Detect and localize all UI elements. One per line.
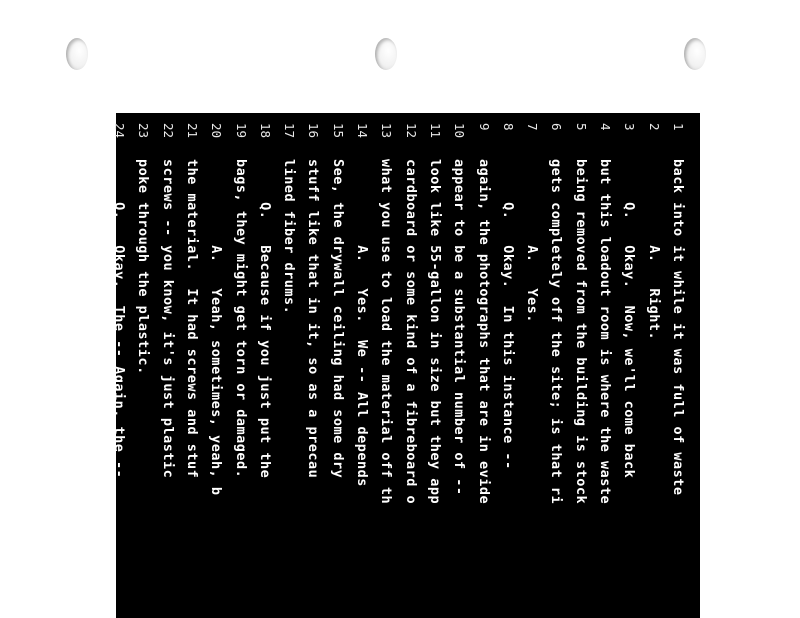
line-number: 2	[646, 123, 662, 131]
transcript-line	[641, 113, 665, 618]
transcript-line	[617, 113, 641, 618]
line-text: A. Yeah, sometimes, yeah, b	[208, 159, 225, 496]
transcript-line	[204, 113, 228, 618]
line-number: 3	[622, 123, 638, 131]
line-text: look like 55-gallon in size but they app	[427, 159, 443, 505]
line-number: 16	[306, 123, 322, 139]
line-text: poke through the plastic.	[135, 159, 152, 375]
line-text: screws -- you know, it's just plastic	[159, 159, 176, 479]
line-text: again, the photographs that are in evide	[475, 159, 492, 505]
line-text: back into it while it was full of waste	[670, 159, 686, 496]
line-text: A. Yes.	[524, 159, 541, 323]
line-number: 7	[525, 123, 541, 131]
transcript-line	[228, 113, 252, 618]
line-text: gets completely off the site; is that ri	[548, 159, 565, 505]
line-text: Q. Okay. Now, we'll come back	[621, 159, 638, 479]
transcript-line	[107, 113, 131, 618]
line-number: 14	[355, 123, 371, 139]
line-number: 19	[233, 123, 249, 139]
line-text: lined fiber drums.	[281, 159, 298, 315]
transcript-line	[155, 113, 179, 618]
transcript-line	[666, 113, 690, 618]
line-number: 10	[452, 123, 468, 139]
binder-hole-middle	[375, 38, 397, 70]
transcript-line	[253, 113, 277, 618]
line-number: 1	[671, 123, 686, 131]
transcript-line	[301, 113, 325, 618]
transcript-line	[520, 113, 544, 618]
line-number: 8	[500, 123, 516, 131]
line-number: 23	[136, 123, 152, 139]
line-text: but this loadout room is where the waste	[597, 159, 614, 505]
line-number: 6	[549, 123, 565, 131]
line-text: Q. Okay. The -- Again, the --	[111, 159, 128, 479]
line-text: what you use to load the material off th	[378, 159, 395, 505]
line-number: 15	[330, 123, 346, 139]
line-number: 21	[185, 123, 200, 139]
line-text: being removed from the building is stock	[572, 159, 589, 505]
line-number: 5	[573, 123, 589, 131]
transcript-line	[350, 113, 374, 618]
line-text: Q. Okay. In this instance --	[499, 159, 516, 470]
binder-hole-right	[684, 38, 706, 70]
line-text: stuff like that in it, so as a precau	[305, 159, 322, 479]
transcript-lines	[111, 113, 700, 618]
transcript-line	[277, 113, 301, 618]
line-text: cardboard or some kind of a fibreboard o	[402, 159, 419, 505]
line-number: 20	[209, 123, 225, 139]
binder-hole-left	[66, 38, 88, 70]
line-number: 11	[428, 123, 443, 139]
line-number: 12	[403, 123, 419, 139]
line-text: A. Yes. We -- All depends	[354, 159, 371, 487]
transcript-line	[326, 113, 350, 618]
transcript-line	[569, 113, 593, 618]
transcript-line	[423, 113, 447, 618]
line-text: A. Right.	[645, 159, 662, 341]
line-text: the material. It had screws and stuf	[184, 159, 200, 479]
line-text: Q. Because if you just put the	[256, 159, 273, 479]
line-number: 18	[257, 123, 273, 139]
line-number: 13	[379, 123, 395, 139]
transcript-line	[374, 113, 398, 618]
line-number: 4	[598, 123, 614, 131]
line-text: appear to be a substantial number of --	[451, 159, 468, 496]
line-text: bags, they might get torn or damaged.	[232, 159, 249, 479]
transcript-line	[131, 113, 155, 618]
line-number: 22	[160, 123, 176, 139]
transcript-line	[496, 113, 520, 618]
transcript-line	[180, 113, 204, 618]
transcript-line	[593, 113, 617, 618]
line-number: 17	[282, 123, 298, 139]
transcript-line	[447, 113, 471, 618]
line-text: See, the drywall ceiling had some dry	[329, 159, 346, 479]
transcript-line	[471, 113, 495, 618]
transcript-line	[398, 113, 422, 618]
transcript-page	[111, 113, 700, 618]
line-number: 24	[112, 123, 128, 139]
line-number: 9	[476, 123, 492, 131]
transcript-line	[544, 113, 568, 618]
